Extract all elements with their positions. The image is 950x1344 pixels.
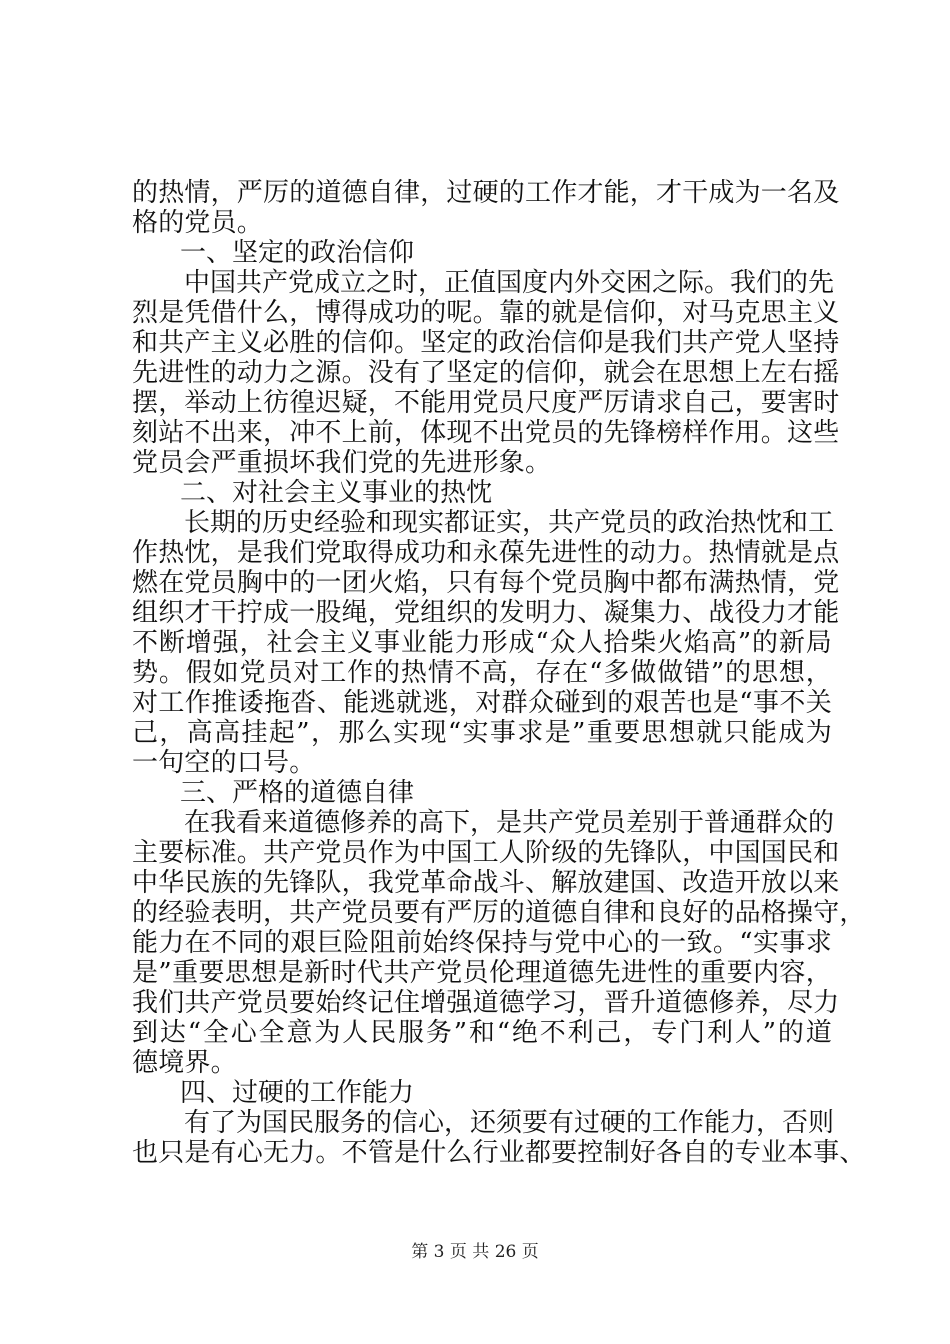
body-line: 摆，举动上彷徨迟疑，不能用党员尺度严厉请求自己，要害时 [132, 388, 840, 418]
body-line: 的经验表明，共产党员要有严厉的道德自律和良好的品格操守， [132, 898, 866, 928]
paragraph-first-line: 在我看来道德修养的高下，是共产党员差别于普通群众的 [184, 808, 835, 838]
body-line: 作热忱，是我们党取得成功和永葆先进性的动力。热情就是点 [132, 538, 840, 568]
body-line: 中华民族的先锋队，我党革命战斗、解放建国、改造开放以来 [132, 868, 840, 898]
body-line: 格的党员。 [132, 208, 264, 238]
body-line: 党员会严重损坏我们党的先进形象。 [132, 448, 552, 478]
body-line: 的热情，严厉的道德自律，过硬的工作才能，才干成为一名及 [132, 178, 840, 208]
body-line: 到达“全心全意为人民服务”和“绝不利己，专门利人”的道 [132, 1018, 832, 1048]
body-line: 先进性的动力之源。没有了坚定的信仰，就会在思想上左右摇 [132, 358, 840, 388]
body-line: 不断增强，社会主义事业能力形成“众人拾柴火焰高”的新局 [132, 628, 832, 658]
body-line: 对工作推诿拖沓、能逃就逃，对群众碰到的艰苦也是“事不关 [132, 688, 832, 718]
body-line: 一句空的口号。 [132, 748, 316, 778]
body-line: 是”重要思想是新时代共产党员伦理道德先进性的重要内容， [132, 958, 832, 988]
body-line: 和共产主义必胜的信仰。坚定的政治信仰是我们共产党人坚持 [132, 328, 840, 358]
paragraph-first-line: 中国共产党成立之时，正值国度内外交困之际。我们的先 [184, 268, 835, 298]
section-heading-4: 四、过硬的工作能力 [180, 1078, 415, 1108]
body-line: 烈是凭借什么，博得成功的呢。靠的就是信仰，对马克思主义 [132, 298, 840, 328]
section-heading-2: 二、对社会主义事业的热忱 [180, 478, 493, 508]
body-line: 己，高高挂起”，那么实现“实事求是”重要思想就只能成为 [132, 718, 832, 748]
body-line: 组织才干拧成一股绳，党组织的发明力、凝集力、战役力才能 [132, 598, 840, 628]
section-heading-3: 三、严格的道德自律 [180, 778, 415, 808]
page-number-footer: 第 3 页 共 26 页 [411, 1242, 539, 1262]
body-line: 我们共产党员要始终记住增强道德学习，晋升道德修养，尽力 [132, 988, 840, 1018]
body-line: 燃在党员胸中的一团火焰，只有每个党员胸中都布满热情，党 [132, 568, 840, 598]
body-line: 刻站不出来，冲不上前，体现不出党员的先锋榜样作用。这些 [132, 418, 840, 448]
body-line: 也只是有心无力。不管是什么行业都要控制好各自的专业本事、 [132, 1138, 866, 1168]
body-line: 能力在不同的艰巨险阻前始终保持与党中心的一致。“实事求 [132, 928, 832, 958]
paragraph-first-line: 有了为国民服务的信心，还须要有过硬的工作能力，否则 [184, 1108, 835, 1138]
body-line: 主要标准。共产党员作为中国工人阶级的先锋队，中国国民和 [132, 838, 840, 868]
body-line: 德境界。 [132, 1048, 237, 1078]
paragraph-first-line: 长期的历史经验和现实都证实，共产党员的政治热忱和工 [184, 508, 835, 538]
section-heading-1: 一、坚定的政治信仰 [180, 238, 415, 268]
body-line: 势。假如党员对工作的热情不高，存在“多做做错”的思想， [132, 658, 832, 688]
